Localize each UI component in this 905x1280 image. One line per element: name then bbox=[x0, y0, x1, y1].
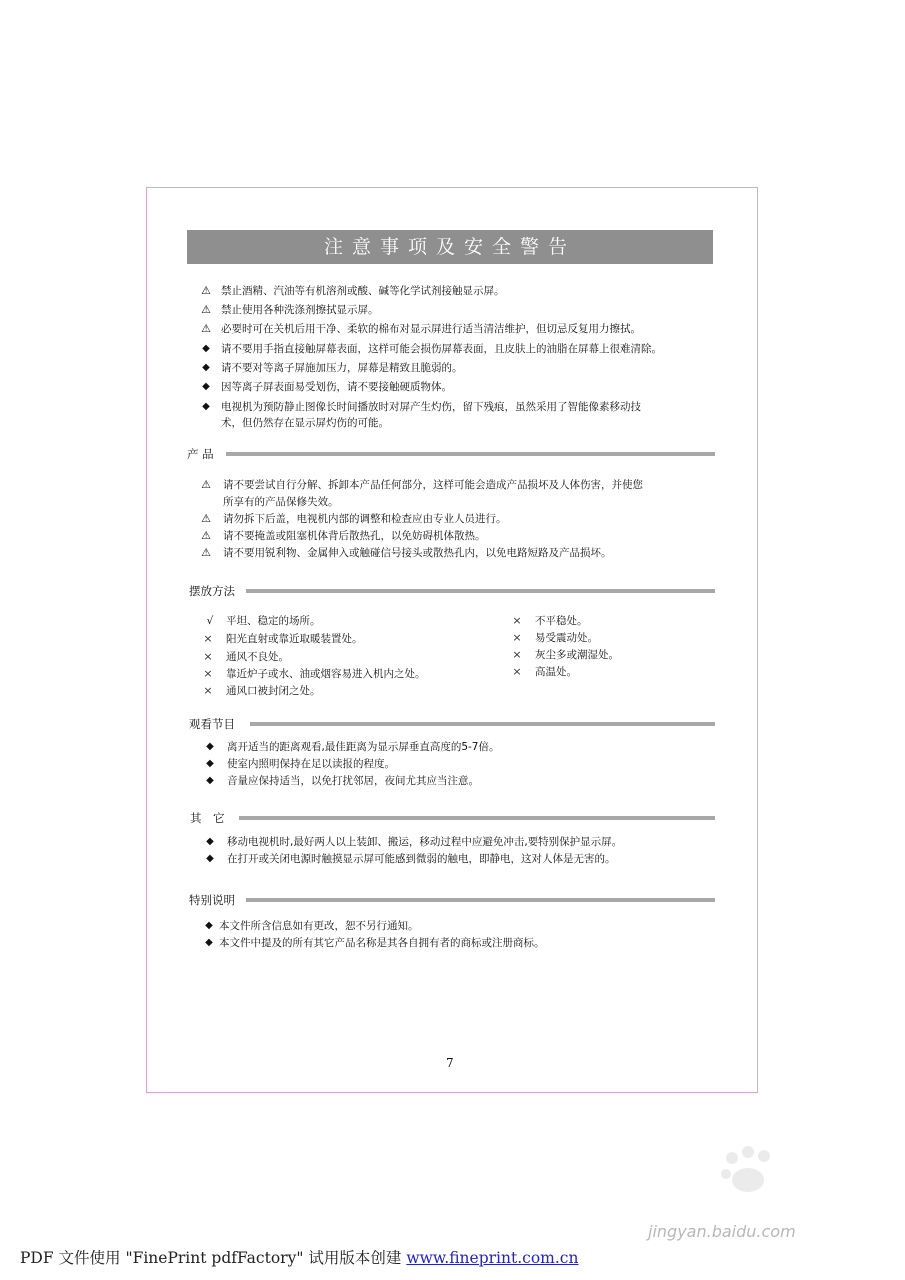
warning-icon: ⚠ bbox=[201, 478, 211, 491]
warning-icon: ⚠ bbox=[201, 512, 211, 525]
product-item-continued: 所享有的产品保修失效。 bbox=[223, 496, 339, 508]
page-title: 注意事项及安全警告 bbox=[187, 230, 713, 264]
other-item: 在打开或关闭电源时触摸显示屏可能感到微弱的触电，即静电，这对人体是无害的。 bbox=[227, 853, 616, 865]
diamond-bullet-icon: ◆ bbox=[202, 401, 210, 412]
viewing-item: 音量应保持适当，以免打扰邻居，夜间尤其应当注意。 bbox=[227, 775, 479, 787]
diamond-bullet-icon: ◆ bbox=[205, 920, 213, 931]
diamond-bullet-icon: ◆ bbox=[206, 758, 214, 769]
intro-item: 因等离子屏表面易受划伤，请不要接触硬质物体。 bbox=[221, 381, 452, 393]
cross-icon: × bbox=[203, 650, 213, 663]
product-item: 请不要掩盖或阻塞机体背后散热孔，以免妨碍机体散热。 bbox=[223, 530, 486, 542]
section-rule bbox=[246, 898, 715, 902]
placement-item-bad: 不平稳处。 bbox=[535, 615, 588, 627]
cross-icon: × bbox=[512, 614, 522, 627]
intro-item: 必要时可在关机后用干净、柔软的棉布对显示屏进行适当清洁维护，但切忌反复用力擦拭。 bbox=[221, 323, 641, 335]
section-rule bbox=[246, 589, 715, 593]
cross-icon: × bbox=[512, 665, 522, 678]
warning-icon: ⚠ bbox=[201, 322, 211, 335]
warning-icon: ⚠ bbox=[201, 529, 211, 542]
footer-link[interactable]: www.fineprint.com.cn bbox=[406, 1249, 579, 1267]
pdf-footer bbox=[20, 1246, 578, 1268]
intro-item: 电视机为预防静止图像长时间播放时对屏产生灼伤，留下残痕，虽然采用了智能像素移动技 bbox=[221, 401, 641, 413]
section-title-other: 其 它 bbox=[190, 811, 225, 825]
product-item: 请不要尝试自行分解、拆卸本产品任何部分，这样可能会造成产品损坏及人体伤害，并使您 bbox=[223, 479, 643, 491]
warning-icon: ⚠ bbox=[201, 303, 211, 316]
section-title-notes: 特别说明 bbox=[189, 893, 235, 907]
intro-item-continued: 术，但仍然存在显示屏灼伤的可能。 bbox=[221, 417, 389, 429]
section-rule bbox=[239, 816, 715, 820]
diamond-bullet-icon: ◆ bbox=[202, 362, 210, 373]
diamond-bullet-icon: ◆ bbox=[206, 741, 214, 752]
diamond-bullet-icon: ◆ bbox=[202, 343, 210, 354]
placement-item-bad: 靠近炉子或水、油或烟容易进入机内之处。 bbox=[226, 668, 426, 680]
product-item: 请不要用锐利物、金属伸入或触碰信号接头或散热孔内，以免电路短路及产品损坏。 bbox=[223, 547, 612, 559]
other-item: 移动电视机时,最好两人以上装卸、搬运，移动过程中应避免冲击,要特别保护显示屏。 bbox=[227, 836, 623, 848]
diamond-bullet-icon: ◆ bbox=[205, 937, 213, 948]
section-rule bbox=[226, 452, 715, 456]
footer-text: PDF 文件使用 "FinePrint pdfFactory" 试用版本创建 bbox=[20, 1249, 407, 1267]
notes-item: 本文件中提及的所有其它产品名称是其各自拥有者的商标或注册商标。 bbox=[219, 937, 545, 949]
placement-item-bad: 通风不良处。 bbox=[226, 651, 289, 663]
viewing-item: 离开适当的距离观看,最佳距离为显示屏垂直高度的5-7倍。 bbox=[227, 741, 500, 753]
intro-item: 禁止使用各种洗涤剂擦拭显示屏。 bbox=[221, 304, 379, 316]
placement-item-bad: 通风口被封闭之处。 bbox=[226, 685, 321, 697]
intro-item: 请不要用手指直接触屏幕表面，这样可能会损伤屏幕表面，且皮肤上的油脂在屏幕上很难清除。 bbox=[221, 343, 662, 355]
cross-icon: × bbox=[512, 631, 522, 644]
intro-item: 禁止酒精、汽油等有机溶剂或酸、碱等化学试剂接触显示屏。 bbox=[221, 285, 505, 297]
page-number: 7 bbox=[446, 1056, 454, 1070]
viewing-item: 使室内照明保持在足以读报的程度。 bbox=[227, 758, 395, 770]
diamond-bullet-icon: ◆ bbox=[202, 381, 210, 392]
placement-item-bad: 灰尘多或潮湿处。 bbox=[535, 649, 619, 661]
watermark-url: jingyan.baidu.com bbox=[648, 1222, 796, 1241]
product-item: 请勿拆下后盖，电视机内部的调整和检查应由专业人员进行。 bbox=[223, 513, 507, 525]
cross-icon: × bbox=[203, 684, 213, 697]
placement-item-bad: 高温处。 bbox=[535, 666, 577, 678]
section-title-viewing: 观看节目 bbox=[189, 717, 235, 731]
cross-icon: × bbox=[203, 632, 213, 645]
section-title-placement: 摆放方法 bbox=[189, 584, 235, 598]
diamond-bullet-icon: ◆ bbox=[206, 853, 214, 864]
baidu-watermark-logo bbox=[640, 1140, 870, 1260]
placement-item-good: 平坦、稳定的场所。 bbox=[226, 615, 321, 627]
intro-item: 请不要对等离子屏施加压力，屏幕是精致且脆弱的。 bbox=[221, 362, 463, 374]
section-title-product: 产 品 bbox=[187, 447, 214, 461]
diamond-bullet-icon: ◆ bbox=[206, 836, 214, 847]
section-rule bbox=[250, 722, 715, 726]
warning-icon: ⚠ bbox=[201, 284, 211, 297]
warning-icon: ⚠ bbox=[201, 546, 211, 559]
cross-icon: × bbox=[203, 667, 213, 680]
placement-item-bad: 阳光直射或靠近取暖装置处。 bbox=[226, 633, 363, 645]
diamond-bullet-icon: ◆ bbox=[206, 775, 214, 786]
check-icon: √ bbox=[206, 615, 214, 627]
placement-item-bad: 易受震动处。 bbox=[535, 632, 598, 644]
cross-icon: × bbox=[512, 648, 522, 661]
notes-item: 本文件所含信息如有更改，恕不另行通知。 bbox=[219, 920, 419, 932]
